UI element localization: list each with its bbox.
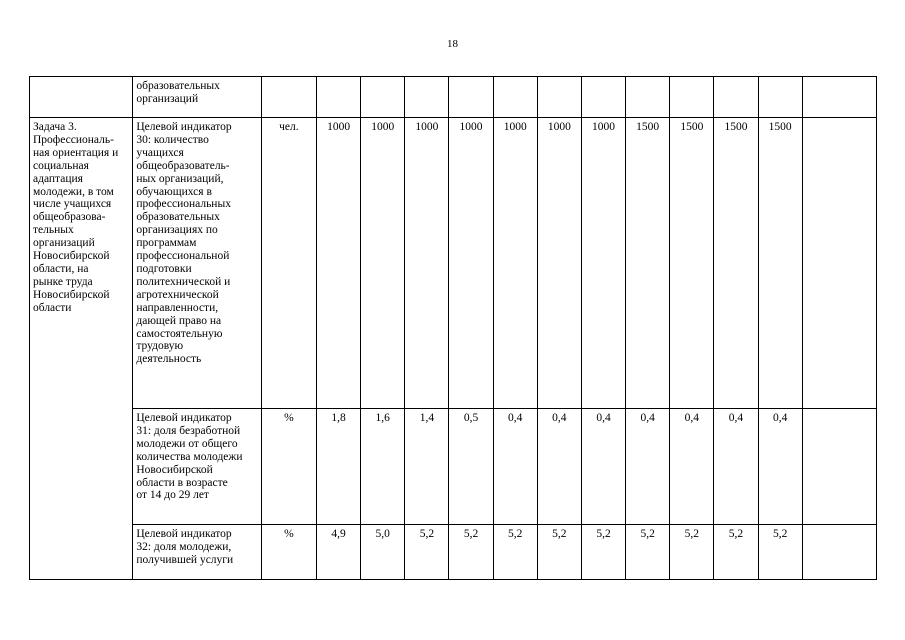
table-row <box>30 525 877 580</box>
value-cell <box>758 77 802 118</box>
value-cell <box>405 77 449 118</box>
value-cell: 1500 <box>758 118 802 409</box>
value-cell: 0,5 <box>449 409 493 525</box>
value-cell: 1,6 <box>361 409 405 525</box>
value-cell: 1,8 <box>317 409 361 525</box>
value-cell <box>802 77 876 118</box>
indicator-cell: Целевой индикатор 32: доля молодежи, получившей услуги <box>133 525 261 580</box>
value-cell: 5,2 <box>626 525 670 580</box>
value-cell <box>537 77 581 118</box>
unit-cell: % <box>261 409 316 525</box>
value-cell <box>317 77 361 118</box>
value-cell: 0,4 <box>670 409 714 525</box>
value-cell: 1000 <box>405 118 449 409</box>
indicators-table <box>29 76 877 580</box>
value-cell: 0,4 <box>758 409 802 525</box>
value-cell: 1000 <box>361 118 405 409</box>
value-cell: 1,4 <box>405 409 449 525</box>
value-cell: 1000 <box>449 118 493 409</box>
value-cell <box>802 525 876 580</box>
value-cell: 4,9 <box>317 525 361 580</box>
value-cell: 5,2 <box>493 525 537 580</box>
value-cell: 1000 <box>537 118 581 409</box>
value-cell <box>802 409 876 525</box>
value-cell: 1500 <box>626 118 670 409</box>
indicator-cell: Целевой индикатор 31: доля безработной молодежи от общего количества молодежи Новосибирской области в возрасте от 14 до 29 лет <box>133 409 261 525</box>
table-row <box>30 409 877 525</box>
unit-cell: чел. <box>261 118 316 409</box>
value-cell <box>493 77 537 118</box>
page-number: 18 <box>447 38 458 50</box>
value-cell <box>802 118 876 409</box>
value-cell: 5,0 <box>361 525 405 580</box>
value-cell: 1500 <box>670 118 714 409</box>
unit-cell: % <box>261 525 316 580</box>
task-cell: Задача 3. Профессиональ- ная ориентация и социальная адаптация молодежи, в том числе учащихся общеобразова- тельных организаций Новосибирской области, на рынке труда Новосибирской области <box>30 118 133 580</box>
value-cell: 0,4 <box>537 409 581 525</box>
unit-cell <box>261 77 316 118</box>
table-row <box>30 118 877 409</box>
value-cell <box>449 77 493 118</box>
indicator-cell: образовательных организаций <box>133 77 261 118</box>
value-cell: 0,4 <box>714 409 758 525</box>
value-cell: 1000 <box>493 118 537 409</box>
indicator-cell: Целевой индикатор 30: количество учащихся общеобразователь- ных организаций, обучающихся в профессиональных образовательных организациях по программам профессиональной подготовки политехнической и агротехнической направленности, дающей право на самостоятельную трудовую деятельность <box>133 118 261 409</box>
value-cell <box>361 77 405 118</box>
value-cell: 5,2 <box>449 525 493 580</box>
value-cell: 1000 <box>581 118 625 409</box>
value-cell: 0,4 <box>581 409 625 525</box>
value-cell: 0,4 <box>493 409 537 525</box>
value-cell: 1000 <box>317 118 361 409</box>
table-row <box>30 77 877 118</box>
value-cell: 5,2 <box>758 525 802 580</box>
value-cell: 5,2 <box>405 525 449 580</box>
value-cell: 5,2 <box>537 525 581 580</box>
value-cell: 5,2 <box>670 525 714 580</box>
value-cell: 5,2 <box>581 525 625 580</box>
task-cell <box>30 77 133 118</box>
value-cell <box>626 77 670 118</box>
value-cell <box>670 77 714 118</box>
value-cell: 0,4 <box>626 409 670 525</box>
value-cell: 1500 <box>714 118 758 409</box>
value-cell <box>581 77 625 118</box>
value-cell: 5,2 <box>714 525 758 580</box>
value-cell <box>714 77 758 118</box>
